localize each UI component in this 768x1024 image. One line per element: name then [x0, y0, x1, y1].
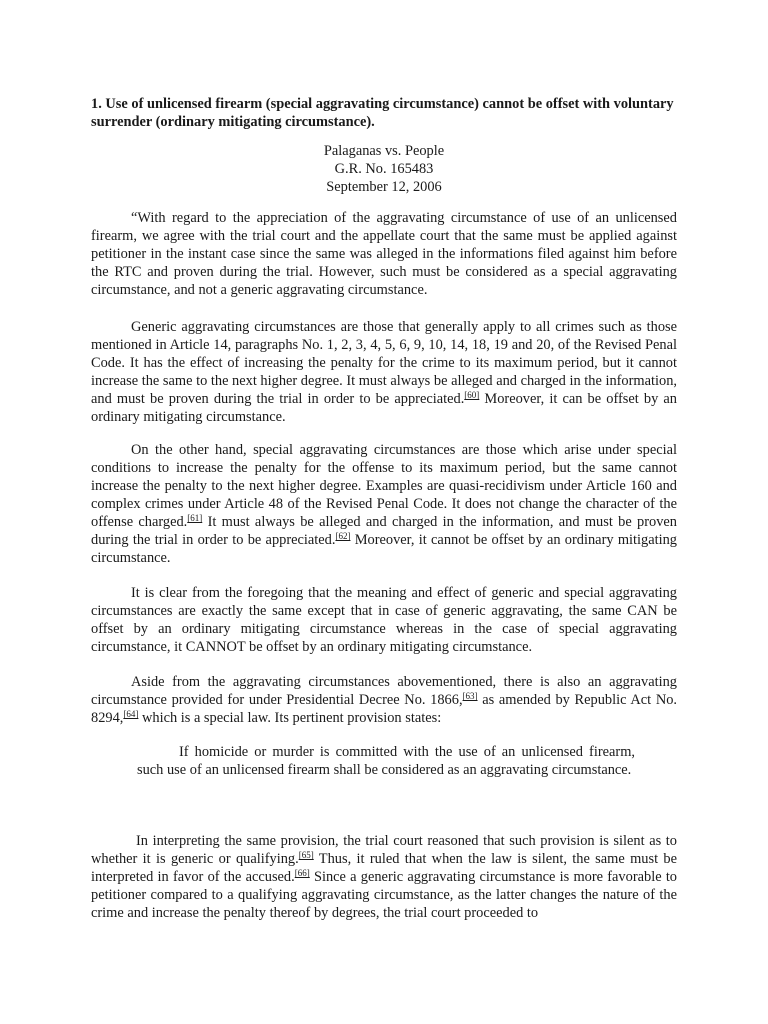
paragraph-special-aggravating — [91, 441, 677, 567]
case-caption — [91, 142, 677, 196]
paragraph-trial-court-interpretation — [91, 832, 677, 922]
case-date: September 12, 2006 — [326, 179, 442, 195]
paragraph-text: In interpreting the same provision, the trial court reasoned that such provision is silent as to whether it is generic or qualifying. — [91, 833, 677, 867]
paragraph-text: “With regard to the appreciation of the aggravating circumstance of use of an unlicensed firearm, we agree with the trial court and the appellate court that the same must be applied against petitioner in the instant case since the same was alleged in the informations filed against him before the RTC and proven during the trial. However, such must be considered as a special aggravating circumstance, and not a generic aggravating circumstance. — [91, 210, 677, 298]
footnote-ref-60[interactable]: [60] — [464, 390, 480, 400]
paragraph-text: Thus, it ruled that when the law is silent, the same must be interpreted in favor of the accused. — [91, 851, 677, 885]
footnote-ref-66[interactable]: [66] — [294, 868, 310, 878]
paragraph-generic-aggravating — [91, 318, 677, 426]
paragraph-text: which is a special law. Its pertinent provision states: — [138, 710, 442, 726]
paragraph-text: Moreover, it can be offset by an ordinary mitigating circumstance. — [91, 391, 677, 425]
block-quote-provision — [137, 743, 635, 779]
paragraph-text: Since a generic aggravating circumstance is more favorable to petitioner compared to a qualifying aggravating circumstance, as the latter changes the nature of the crime and increase the penalty thereof by degrees, the trial court proceeded to — [91, 869, 678, 921]
paragraph-text: Generic aggravating circumstances are those that generally apply to all crimes such as those mentioned in Article 14, paragraphs No. 1, 2, 3, 4, 5, 6, 9, 10, 14, 18, 19 and 20, of the Revised Penal Code. It has the effect of increasing the penalty for the crime to its maximum period, but it cannot increase the same to the next higher degree. It must always be alleged and charged in the information, and must be proven during the trial in order to be appreciated. — [91, 319, 677, 407]
footnote-ref-63[interactable]: [63] — [462, 691, 478, 701]
case-number: G.R. No. 165483 — [334, 161, 434, 177]
case-name: Palaganas vs. People — [323, 143, 445, 159]
footnote-ref-62[interactable]: [62] — [335, 531, 351, 541]
paragraph-text: It must always be alleged and charged in the information, and must be proven during the trial in order to be appreciated. — [91, 514, 677, 548]
paragraph-text: On the other hand, special aggravating circumstances are those which arise under special conditions to increase the penalty for the offense to its maximum period, but the same cannot increase the penalty to the next higher degree. Examples are quasi-recidivism under Article 160 and complex crimes under Article 48 of the Revised Penal Code. It does not change the character of the offense charged. — [91, 442, 677, 530]
paragraph-text: Aside from the aggravating circumstances abovementioned, there is also an aggravating circumstance provided for under Presidential Decree No. 1866, — [91, 674, 677, 708]
paragraph-pd-1866 — [91, 673, 677, 727]
paragraph-appreciation — [91, 209, 677, 299]
paragraph-text: Moreover, it cannot be offset by an ordinary mitigating circumstance. — [91, 532, 677, 566]
paragraph-comparison — [91, 584, 677, 656]
section-heading: 1. Use of unlicensed firearm (special aggravating circumstance) cannot be offset with voluntary surrender (ordinary mitigating circumstance). — [91, 96, 674, 130]
paragraph-text: It is clear from the foregoing that the meaning and effect of generic and special aggravating circumstances are exactly the same except that in case of generic aggravating, the same CAN be offset by an ordinary mitigating circumstance whereas in the case of special aggravating circumstance, it CANNOT be offset by an ordinary mitigating circumstance. — [91, 585, 677, 655]
footnote-ref-65[interactable]: [65] — [298, 850, 314, 860]
quote-text: If homicide or murder is committed with the use of an unlicensed firearm, such use of an unlicensed firearm shall be considered as an aggravating circumstance. — [137, 744, 635, 778]
paragraph-text: as amended by Republic Act No. 8294, — [91, 692, 678, 726]
footnote-ref-61[interactable]: [61] — [187, 513, 203, 523]
footnote-ref-64[interactable]: [64] — [123, 709, 139, 719]
